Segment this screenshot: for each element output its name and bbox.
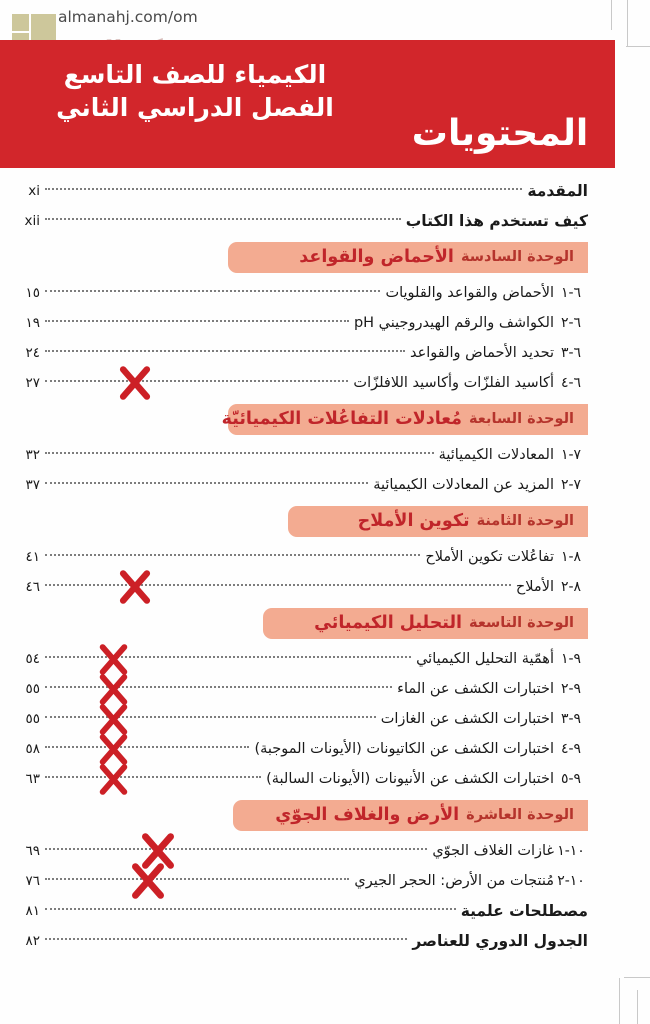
- toc-page-number: ١٥: [25, 285, 40, 301]
- toc-row[interactable]: [0, 734, 650, 764]
- unit-ordinal-label: الوحدة الثامنة: [476, 513, 574, 529]
- toc-leader-dots: [45, 451, 434, 454]
- toc-leader-dots: [45, 847, 427, 850]
- unit-heading-bar: [221, 404, 588, 435]
- unit-title-label: الأرض والغلاف الجوّي: [275, 805, 460, 825]
- book-title-line-1: الكيمياء للصف التاسع: [63, 60, 327, 89]
- toc-row-front-matter[interactable]: [0, 176, 650, 206]
- unit-heading-1: [0, 236, 650, 278]
- cross-out-x-icon: [98, 644, 129, 675]
- toc-entry-label: مصطلحات علمية: [460, 902, 588, 920]
- unit-heading-bar: [233, 800, 588, 831]
- toc-row[interactable]: [0, 836, 650, 866]
- toc-row[interactable]: [0, 470, 650, 500]
- page-title: المحتويات: [411, 113, 589, 154]
- toc-row-front-matter[interactable]: [0, 896, 650, 926]
- cross-out-x-icon: [98, 734, 129, 765]
- toc-row[interactable]: [0, 440, 650, 470]
- table-of-contents: [0, 176, 650, 956]
- toc-leader-dots: [45, 187, 522, 190]
- unit-ordinal-label: الوحدة التاسعة: [469, 615, 574, 631]
- cross-out-x-icon: [98, 764, 129, 795]
- book-title-line-2: الفصل الدراسي الثاني: [56, 93, 334, 122]
- toc-page-number: ٣٢: [25, 447, 40, 463]
- toc-section-number: ١-٦: [560, 285, 582, 301]
- toc-entry-label: اختبارات الكشف عن الكاتيونات (الأيونات الموجبة): [254, 741, 554, 757]
- cross-out-x-icon: [140, 833, 176, 869]
- toc-leader-dots: [45, 319, 349, 322]
- toc-entry-label: غازات الغلاف الجوّي: [432, 843, 554, 859]
- unit-ordinal-label: الوحدة السادسة: [460, 249, 574, 265]
- toc-row[interactable]: [0, 542, 650, 572]
- toc-page-number: ٢٤: [25, 345, 40, 361]
- unit-heading-4: [0, 602, 650, 644]
- unit-ordinal-label: الوحدة العاشرة: [466, 807, 574, 823]
- unit-heading-3: [0, 500, 650, 542]
- toc-page-number: ٣٧: [25, 477, 40, 493]
- toc-entry-label: أهمّية التحليل الكيميائي: [416, 651, 554, 667]
- toc-entry-label: أكاسيد الفلزّات وأكاسيد اللافلزّات: [353, 375, 554, 391]
- crop-mark-top-right-vertical-2: [611, 0, 612, 30]
- toc-page-number: ٨٢: [25, 933, 40, 949]
- toc-section-number: ٢-١٠: [557, 873, 585, 889]
- toc-leader-dots: [45, 553, 420, 556]
- toc-row[interactable]: [0, 764, 650, 794]
- toc-section-number: ٤-٦: [560, 375, 582, 391]
- toc-section-number: ٢-٦: [560, 315, 582, 331]
- toc-section-number: ٤-٩: [560, 741, 582, 757]
- toc-entry-label: اختبارات الكشف عن الأنيونات (الأيونات السالبة): [266, 771, 554, 787]
- cross-out-x-icon: [98, 674, 129, 705]
- toc-page-number: ١٩: [25, 315, 40, 331]
- cross-out-x-icon: [118, 570, 152, 604]
- cross-out-x-icon: [130, 863, 166, 899]
- toc-entry-label: كيف تستخدم هذا الكتاب: [405, 212, 588, 230]
- toc-row[interactable]: [0, 278, 650, 308]
- toc-page-number: xi: [28, 183, 40, 199]
- toc-page-number: ٥٥: [25, 681, 40, 697]
- toc-entry-label: تحديد الأحماض والقواعد: [409, 345, 554, 361]
- toc-section-number: ٥-٩: [560, 771, 582, 787]
- toc-entry-label: المزيد عن المعادلات الكيميائية: [373, 477, 554, 493]
- toc-entry-label: المقدمة: [527, 182, 588, 200]
- unit-heading-bar: [288, 506, 588, 537]
- toc-entry-label: المعادلات الكيميائية: [438, 447, 554, 463]
- toc-row[interactable]: [0, 866, 650, 896]
- toc-row[interactable]: [0, 572, 650, 602]
- toc-leader-dots: [45, 877, 349, 880]
- unit-title-label: التحليل الكيميائي: [314, 613, 463, 633]
- toc-section-number: ٣-٩: [560, 711, 582, 727]
- toc-page-number: ٤١: [25, 549, 40, 565]
- toc-entry-label: اختبارات الكشف عن الماء: [397, 681, 554, 697]
- toc-section-number: ٢-٩: [560, 681, 582, 697]
- toc-page-number: ٥٨: [25, 741, 40, 757]
- unit-title-label: الأحماض والقواعد: [299, 247, 454, 267]
- toc-page-number: ٨١: [25, 903, 40, 919]
- toc-leader-dots: [45, 481, 368, 484]
- toc-row[interactable]: [0, 338, 650, 368]
- toc-page-number: ٤٦: [25, 579, 40, 595]
- cross-out-x-icon: [118, 366, 152, 400]
- toc-section-number: ٣-٦: [560, 345, 582, 361]
- logo-square-a: [12, 14, 29, 31]
- toc-leader-dots: [45, 745, 249, 748]
- toc-page-number: ٢٧: [25, 375, 40, 391]
- unit-heading-bar: [228, 242, 588, 273]
- unit-ordinal-label: الوحدة السابعة: [469, 411, 574, 427]
- toc-row-front-matter[interactable]: [0, 926, 650, 956]
- toc-page-number: xii: [24, 213, 40, 229]
- unit-heading-bar: [263, 608, 588, 639]
- toc-page-number: ٧٦: [25, 873, 40, 889]
- crop-mark-bottom-right-vertical: [619, 978, 620, 1024]
- toc-leader-dots: [45, 379, 348, 382]
- crop-mark-bottom-right-vertical-2: [637, 990, 638, 1024]
- toc-page-number: ٥٥: [25, 711, 40, 727]
- unit-heading-5: [0, 794, 650, 836]
- toc-leader-dots: [45, 583, 511, 586]
- unit-title-label: تكوين الأملاح: [357, 511, 470, 531]
- toc-row[interactable]: [0, 644, 650, 674]
- toc-leader-dots: [45, 349, 405, 352]
- watermark-url: almanahj.com/om: [58, 8, 198, 26]
- toc-entry-label: اختبارات الكشف عن الغازات: [380, 711, 554, 727]
- crop-mark-top-right-horizontal: [626, 46, 650, 47]
- toc-entry-label: تفاعُلات تكوين الأملاح: [425, 549, 554, 565]
- toc-leader-dots: [45, 775, 261, 778]
- toc-leader-dots: [45, 289, 380, 292]
- toc-page-number: ٥٤: [25, 651, 40, 667]
- toc-leader-dots: [45, 907, 456, 910]
- toc-entry-label: الجدول الدوري للعناصر: [412, 932, 588, 950]
- toc-row[interactable]: [0, 704, 650, 734]
- toc-leader-dots: [45, 217, 401, 220]
- toc-page-number: ٦٣: [25, 771, 40, 787]
- unit-title-label: مُعادلات التفاعُلات الكيميائيّة: [221, 409, 463, 429]
- toc-section-number: ٢-٨: [560, 579, 582, 595]
- toc-entry-label: مُنتجات من الأرض: الحجر الجيري: [354, 873, 554, 889]
- toc-section-number: ٢-٧: [560, 477, 582, 493]
- toc-leader-dots: [45, 685, 392, 688]
- toc-entry-label: الأحماض والقواعد والقلويات: [385, 285, 554, 301]
- toc-row[interactable]: [0, 368, 650, 398]
- toc-row-front-matter[interactable]: [0, 206, 650, 236]
- toc-entry-label: الكواشف والرقم الهيدروجيني pH: [353, 315, 554, 331]
- toc-entry-label: الأملاح: [515, 579, 554, 595]
- toc-page-number: ٦٩: [25, 843, 40, 859]
- book-title: [30, 58, 360, 124]
- toc-leader-dots: [45, 715, 376, 718]
- unit-heading-2: [0, 398, 650, 440]
- toc-leader-dots: [45, 937, 407, 940]
- toc-leader-dots: [45, 655, 411, 658]
- toc-section-number: ١-٧: [560, 447, 582, 463]
- toc-section-number: ١-١٠: [557, 843, 585, 859]
- toc-section-number: ١-٨: [560, 549, 582, 565]
- toc-row[interactable]: [0, 308, 650, 338]
- toc-row[interactable]: [0, 674, 650, 704]
- crop-mark-bottom-right-horizontal: [624, 977, 650, 978]
- cross-out-x-icon: [98, 704, 129, 735]
- toc-section-number: ١-٩: [560, 651, 582, 667]
- crop-mark-top-right-vertical: [627, 0, 628, 46]
